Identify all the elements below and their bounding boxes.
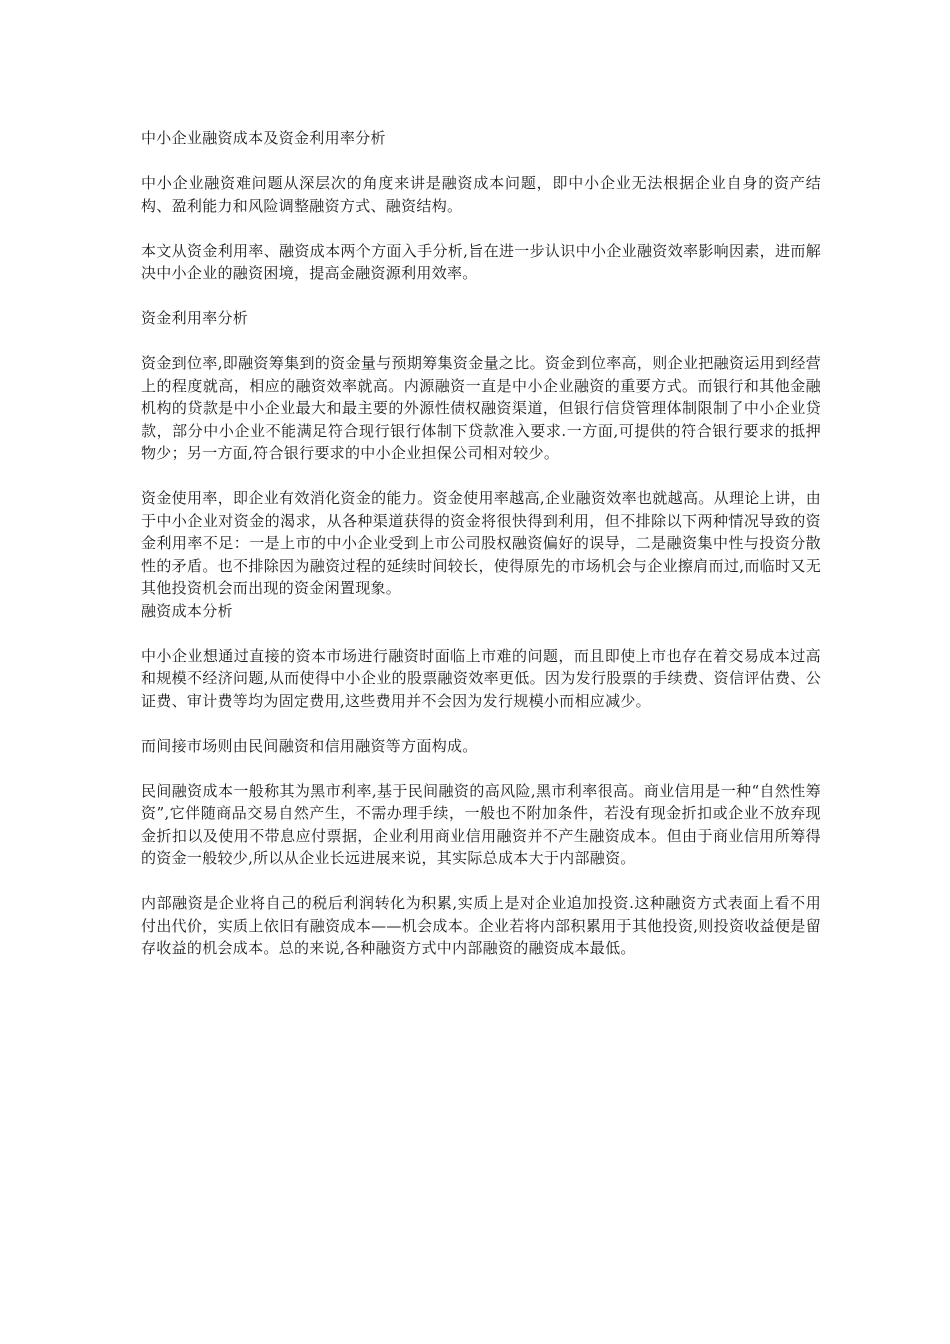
paragraph-capital-arrival-rate: 资金到位率,即融资筹集到的资金量与预期筹集资金量之比。资金到位率高，则企业把融资运用到经营上的程度就高，相应的融资效率就高。内源融资一直是中小企业融资的重要方式。而银行和其他金融机构的贷款是中小企业最大和最主要的外源性债权融资渠道，但银行信贷管理体制限制了中小企业贷款，部分中小企业不能满足符合现行银行体制下贷款准入要求.一方面,可提供的符合银行要求的抵押物少；另一方面,符合银行要求的中小企业担保公司相对较少。 bbox=[141, 354, 821, 462]
document-page bbox=[141, 127, 821, 960]
paragraph-direct-market: 中小企业想通过直接的资本市场进行融资时面临上市难的问题，而且即使上市也存在着交易成本过高和规模不经济问题,从而使得中小企业的股票融资效率更低。因为发行股票的手续费、资信评估费、公证费、审计费等均为固定费用,这些费用并不会因为发行规模小而相应减少。 bbox=[141, 646, 821, 710]
paragraph-internal-financing: 内部融资是企业将自己的税后利润转化为积累,实质上是对企业追加投资.这种融资方式表面上看不用付出代价，实质上依旧有融资成本——机会成本。企业若将内部积累用于其他投资,则投资收益便是留存收益的机会成本。总的来说,各种融资方式中内部融资的融资成本最低。 bbox=[141, 894, 821, 957]
paragraph-private-financing: 民间融资成本一般称其为黑市利率,基于民间融资的高风险,黑市利率很高。商业信用是一种“自然性筹资”,它伴随商品交易自然产生，不需办理手续，一般也不附加条件，若没有现金折扣或企业不放弃现金折扣以及使用不带息应付票据，企业利用商业信用融资并不产生融资成本。但由于商业信用所筹得的资金一般较少,所以从企业长远进展来说，其实际总成本大于内部融资。 bbox=[141, 781, 821, 867]
intro-paragraph-2: 本文从资金利用率、融资成本两个方面入手分析,旨在进一步认识中小企业融资效率影响因素，进而解决中小企业的融资困境，提高金融资源利用效率。 bbox=[141, 241, 821, 282]
paragraph-indirect-market: 而间接市场则由民间融资和信用融资等方面构成。 bbox=[141, 736, 478, 755]
section-heading-financing-cost: 融资成本分析 bbox=[141, 601, 233, 620]
section-heading-capital-utilization: 资金利用率分析 bbox=[141, 309, 249, 327]
intro-paragraph-1: 中小企业融资难问题从深层次的角度来讲是融资成本问题，即中小企业无法根据企业自身的资产结构、盈利能力和风险调整融资方式、融资结构。 bbox=[141, 174, 821, 215]
paragraph-capital-usage-rate: 资金使用率，即企业有效消化资金的能力。资金使用率越高,企业融资效率也就越高。从理论上讲，由于中小企业对资金的渴求，从各种渠道获得的资金将很快得到利用，但不排除以下两种情况导致的资金利用率不足：一是上市的中小企业受到上市公司股权融资偏好的误导，二是融资集中性与投资分散性的矛盾。也不排除因为融资过程的延续时间较长，使得原先的市场机会与企业擦肩而过,而临时又无其他投资机会而出现的资金闲置现象。 bbox=[141, 489, 821, 597]
document-title: 中小企业融资成本及资金利用率分析 bbox=[141, 129, 386, 147]
